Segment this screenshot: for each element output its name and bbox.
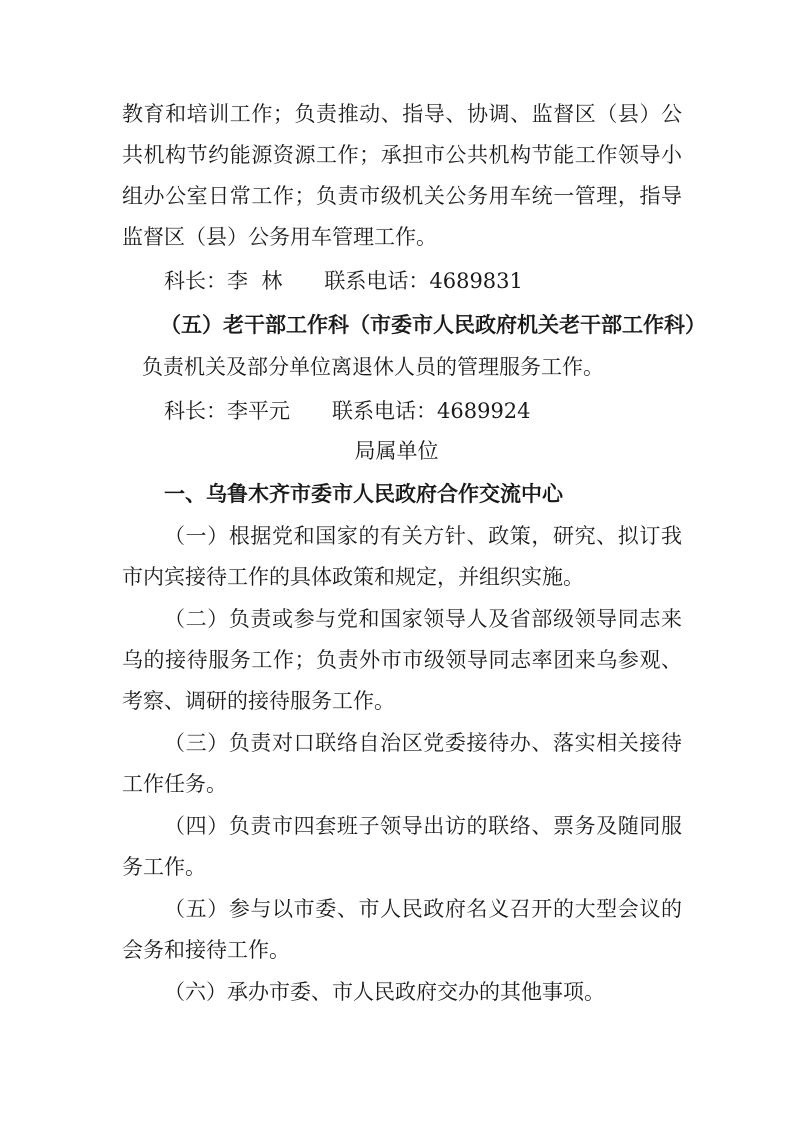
- paragraph-line: 监督区（县）公务用车管理工作。: [122, 225, 437, 249]
- item-line: （六）承办市委、市人民政府交办的其他事项。: [164, 980, 605, 1004]
- item-line: （二）负责或参与党和国家领导人及省部级领导同志来: [164, 607, 682, 631]
- units-heading: 局属单位: [354, 439, 439, 463]
- item-line: （四）负责市四套班子领导出访的联络、票务及随同服: [164, 814, 682, 838]
- item-line: 乌的接待服务工作；负责外市市级领导同志率团来乌参观、: [122, 648, 682, 672]
- section-description: 负责机关及部分单位离退休人员的管理服务工作。: [142, 355, 604, 379]
- item-line: （一）根据党和国家的有关方针、政策，研究、拟订我: [164, 524, 682, 548]
- item-line: 工作任务。: [122, 772, 227, 796]
- paragraph-line: 共机构节约能源资源工作；承担市公共机构节能工作领导小: [122, 143, 682, 167]
- paragraph-line: 教育和培训工作；负责推动、指导、协调、监督区（县）公: [122, 102, 682, 126]
- chief-name: 科长：李平元: [164, 399, 290, 423]
- paragraph-line: 组办公室日常工作；负责市级机关公务用车统一管理，指导: [122, 184, 682, 208]
- item-line: （五）参与以市委、市人民政府名义召开的大型会议的: [164, 897, 682, 921]
- item-line: 考察、调研的接待服务工作。: [122, 689, 395, 713]
- chief-name: 科长：李 林: [164, 269, 283, 293]
- item-line: 会务和接待工作。: [122, 938, 290, 962]
- contact-line: [164, 396, 531, 426]
- item-line: 市内宾接待工作的具体政策和规定，并组织实施。: [122, 565, 584, 589]
- phone-number: 联系电话：4689831: [324, 269, 523, 293]
- item-line: （三）负责对口联络自治区党委接待办、落实相关接待: [164, 731, 682, 755]
- phone-number: 联系电话：4689924: [332, 399, 531, 423]
- contact-line: [164, 266, 523, 296]
- section-title: （五）老干部工作科（市委市人民政府机关老干部工作科）: [160, 313, 706, 337]
- item-line: 务工作。: [122, 855, 206, 879]
- unit-title: 一、乌鲁木齐市委市人民政府合作交流中心: [164, 482, 563, 506]
